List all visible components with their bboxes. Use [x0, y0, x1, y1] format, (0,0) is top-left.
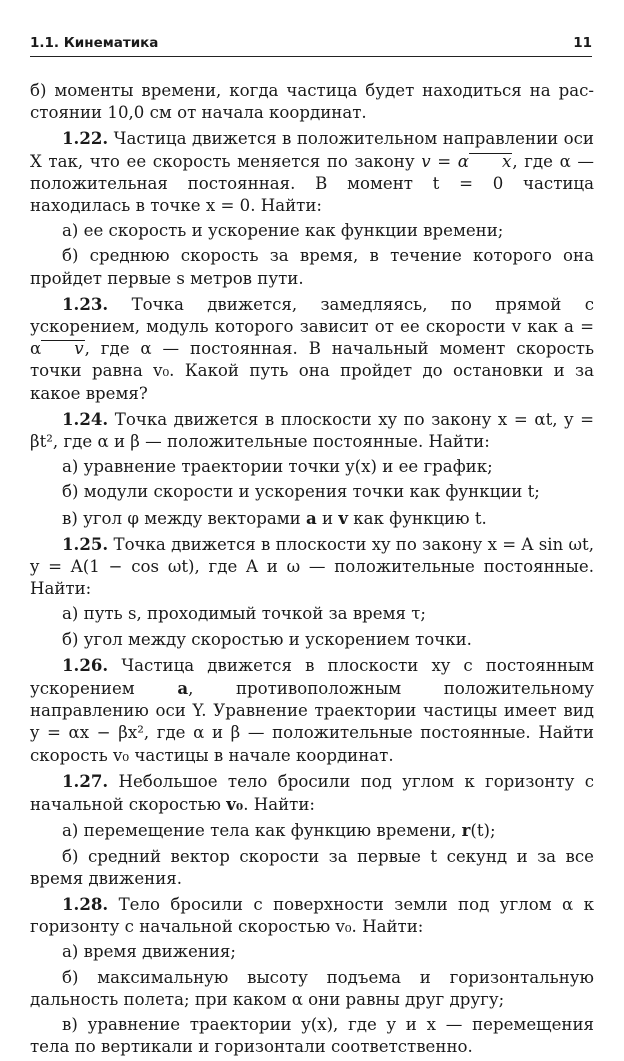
- problem-text: Тело бросили с поверхности земли под углом α к горизонту с начальной скоростью v₀. Найти:: [30, 894, 594, 937]
- formula: v = α: [421, 151, 469, 171]
- problem-text: Точка движется в плоскости xy по закону x = αt, y = βt², где α и β — положительные постоянные. Найти:: [30, 409, 594, 452]
- problem-1-25: [30, 533, 594, 601]
- page-body: [30, 80, 594, 1061]
- sqrt-formula: x: [469, 153, 512, 170]
- problem-number: 1.27.: [62, 770, 109, 791]
- sub-item: [30, 819, 594, 842]
- problem-number: 1.24.: [62, 408, 109, 429]
- sub-item-text: как функцию t.: [348, 508, 487, 528]
- vector-symbol: a: [177, 678, 189, 699]
- problem-text: . Найти:: [243, 795, 316, 815]
- sub-item: б) среднюю скорость за время, в течение которого она пройдет первые s метров пути.: [30, 246, 594, 288]
- sub-item: б) максимальную высоту подъема и горизонтальную дальность полета; при каком α они равны друг другу;: [30, 967, 594, 1009]
- sub-item: б) средний вектор скорости за первые t секунд и за все время движения.: [30, 846, 594, 888]
- problem-1-22: [30, 127, 594, 217]
- sub-item-text: (t);: [470, 821, 496, 841]
- sub-item-text: и: [316, 508, 339, 528]
- problem-number: 1.22.: [62, 128, 109, 149]
- problem-1-28: [30, 893, 594, 938]
- problem-number: 1.23.: [62, 293, 109, 314]
- vector-symbol: r: [461, 820, 471, 841]
- problem-1-24: [30, 408, 594, 453]
- problem-text: Небольшое тело бросили под углом к горизонту с начальной скоростью: [30, 771, 594, 815]
- sub-item: б) угол между скоростью и ускорением точки.: [62, 629, 472, 649]
- problem-number: 1.25.: [62, 533, 109, 554]
- problem-text: Точка движется в плоскости xy по закону x = A sin ωt, y = A(1 − cos ωt), где A и ω — положительные постоянные. Найти:: [30, 534, 594, 599]
- sqrt-formula: v: [41, 340, 84, 357]
- problem-1-23: [30, 293, 594, 405]
- sub-item: [30, 507, 594, 530]
- continuation-paragraph: [30, 80, 594, 124]
- text-line: б) моменты времени, когда частица будет находиться на рас-: [30, 81, 594, 100]
- running-header: [30, 32, 592, 57]
- text-line: стоянии 10,0 см от начала координат.: [30, 103, 367, 123]
- sub-item: а) путь s, проходимый точкой за время τ;: [62, 604, 427, 624]
- vector-symbol: v₀: [226, 794, 244, 815]
- sub-item: а) уравнение траектории точки y(x) и ее график;: [62, 457, 493, 477]
- section-title: 1.1. Кинематика: [30, 35, 159, 51]
- sub-item-text: а) перемещение тела как функцию времени,: [62, 821, 462, 841]
- vector-symbol: v: [338, 507, 348, 528]
- sub-item: б) модули скорости и ускорения точки как функции t;: [62, 482, 540, 502]
- problem-1-27: [30, 770, 594, 816]
- sub-item: а) время движения;: [62, 942, 236, 962]
- vector-symbol: a: [305, 507, 317, 528]
- sub-item: а) ее скорость и ускорение как функции времени;: [62, 221, 504, 241]
- sub-item: в) уравнение траектории y(x), где y и x — перемещения тела по вертикали и горизонтали соответственно.: [30, 1014, 594, 1057]
- problem-number: 1.26.: [62, 654, 109, 675]
- problem-text: Точка движется, замедляясь, по прямой с ускорением, модуль которого зависит от ее скорости v как a = α: [30, 294, 594, 359]
- problem-text: Частица движется в положительном направлении оси X так, что ее скорость меняется по закону: [30, 129, 594, 171]
- problem-text: Частица движется в плоскости xy с постоянным ускорением: [30, 655, 594, 699]
- page-number: 11: [573, 35, 592, 51]
- problem-1-26: [30, 654, 594, 767]
- sub-item-text: в) угол φ между векторами: [62, 508, 306, 528]
- problem-number: 1.28.: [62, 893, 109, 914]
- problem-text: , где α — постоянная. В начальный момент скорость точки равна v₀. Какой путь она пройдет до остановки и за какое время?: [30, 339, 594, 403]
- problem-text: , противоположным положительному направлению оси Y. Уравнение траектории частицы имеет вид y = αx − βx², где α и β — положительные постоянные. Найти скорость v₀ частицы в начале координат.: [30, 679, 595, 765]
- problem-text: , где α — положительная постоянная. В момент t = 0 частица находилась в точке x = 0. Найти:: [30, 151, 594, 216]
